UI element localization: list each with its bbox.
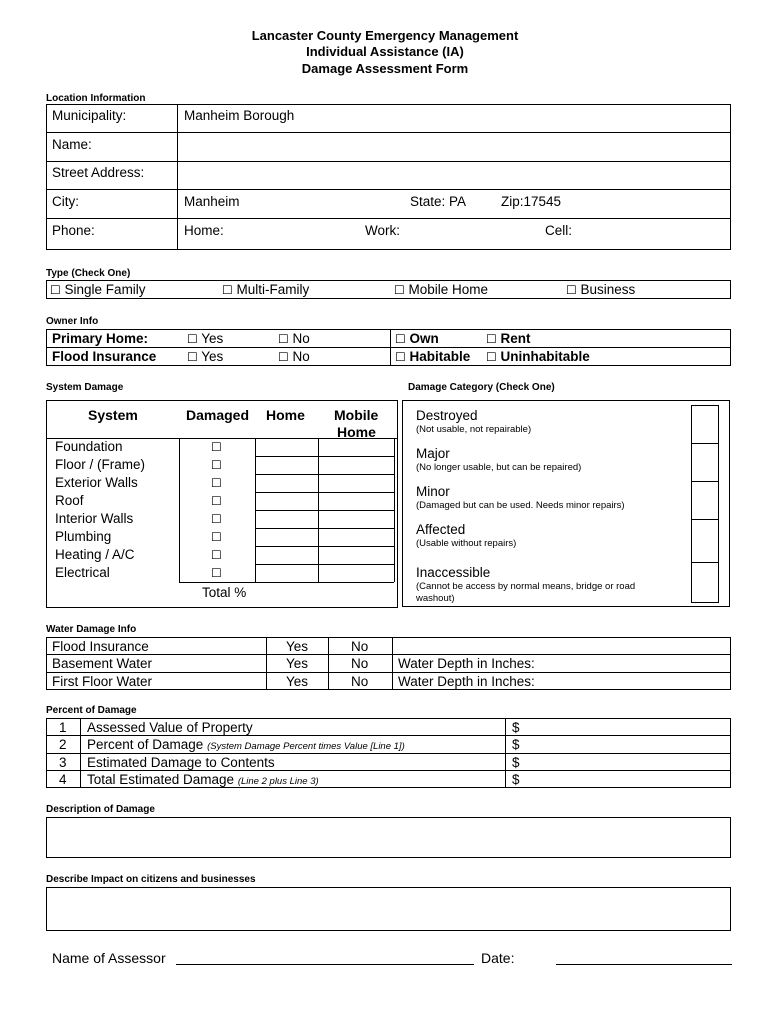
home-percent-field[interactable] [256,510,317,527]
percent-row-label: Assessed Value of Property [87,720,253,735]
percent-row-label: Percent of Damage (System Damage Percent times Value [Line 1]) [87,737,405,752]
home-percent-field[interactable] [256,474,317,491]
type-option-multi-family[interactable]: ☐ Multi-Family [222,282,310,297]
checkbox-icon: ☐ [187,332,198,346]
col-system-header: System [88,407,138,423]
flood-insurance-yes[interactable]: ☐ Yes [187,349,224,364]
location-section-label: Location Information [46,93,146,104]
primary-home-label: Primary Home: [52,331,149,346]
checkbox-icon: ☐ [486,350,497,364]
city-label: City: [52,194,79,209]
water-damage-section-label: Water Damage Info [46,624,137,635]
mobile-home-percent-field[interactable] [319,438,393,455]
city-field[interactable]: Manheim [184,194,240,209]
flood-insurance-no[interactable]: ☐ No [278,349,310,364]
percent-row-dollar-field[interactable]: $ [512,720,520,735]
damaged-checkbox-icon[interactable]: ☐ [211,440,222,454]
water-yes-option[interactable]: Yes [286,656,309,671]
damage-category-section-label: Damage Category (Check One) [408,382,555,393]
mobile-home-percent-field[interactable] [319,510,393,527]
home-percent-field[interactable] [256,546,317,563]
mobile-home-percent-field[interactable] [319,564,393,581]
street-address-label: Street Address: [52,165,145,180]
name-label: Name: [52,137,92,152]
mobile-home-percent-field[interactable] [319,474,393,491]
damage-category-checkbox[interactable] [692,482,718,518]
system-row-label: Roof [55,493,84,508]
flood-insurance-label: Flood Insurance [52,349,157,364]
rent-option[interactable]: ☐ Rent [486,331,531,346]
damage-category-checkbox[interactable] [692,444,718,480]
damage-category-desc: (No longer usable, but can be repaired) [416,462,582,473]
damage-category-name: Major [416,446,450,461]
home-percent-field[interactable] [256,528,317,545]
checkbox-icon: ☐ [278,332,289,346]
damaged-checkbox-icon[interactable]: ☐ [211,512,222,526]
percent-row-dollar-field[interactable]: $ [512,737,520,752]
impact-section-label: Describe Impact on citizens and businesses [46,874,256,885]
system-row-label: Heating / A/C [55,547,135,562]
damage-category-name: Affected [416,522,466,537]
percent-row-dollar-field[interactable]: $ [512,755,520,770]
description-section-label: Description of Damage [46,804,155,815]
damage-category-desc: (Not usable, not repairable) [416,424,532,435]
primary-home-no[interactable]: ☐ No [278,331,310,346]
type-section-label: Type (Check One) [46,268,131,279]
street-address-field[interactable] [178,162,730,189]
water-row-label: Flood Insurance [52,639,149,654]
water-yes-option[interactable]: Yes [286,639,309,654]
col-mobile-header-line2: Home [337,424,376,440]
water-depth-label: Water Depth in Inches: [398,656,535,671]
checkbox-icon: ☐ [566,283,577,297]
percent-damage-section-label: Percent of Damage [46,705,137,716]
damage-category-checkbox[interactable] [692,563,718,602]
checkbox-icon: ☐ [187,350,198,364]
checkbox-icon: ☐ [486,332,497,346]
home-percent-field[interactable] [256,438,317,455]
home-percent-field[interactable] [256,456,317,473]
type-option-business[interactable]: ☐ Business [566,282,636,297]
phone-label: Phone: [52,223,95,238]
water-row-label: First Floor Water [52,674,153,689]
damaged-checkbox-icon[interactable]: ☐ [211,566,222,580]
assessor-label: Name of Assessor [52,950,166,966]
checkbox-icon: ☐ [278,350,289,364]
home-phone-label: Home: [184,223,224,238]
water-no-option[interactable]: No [351,656,369,671]
uninhabitable-option[interactable]: ☐ Uninhabitable [486,349,590,364]
water-row-label: Basement Water [52,656,153,671]
damage-category-name: Inaccessible [416,565,491,580]
col-home-header: Home [266,407,305,423]
water-no-option[interactable]: No [351,639,369,654]
water-depth-label: Water Depth in Inches: [398,674,535,689]
damaged-checkbox-icon[interactable]: ☐ [211,494,222,508]
own-option[interactable]: ☐ Own [395,331,439,346]
home-percent-field[interactable] [256,492,317,509]
system-damage-section-label: System Damage [46,382,124,393]
damage-category-desc: (Usable without repairs) [416,538,517,549]
system-row-label: Exterior Walls [55,475,138,490]
damage-category-checkbox[interactable] [692,520,718,561]
damage-category-name: Minor [416,484,450,499]
name-field[interactable] [178,133,730,160]
damage-category-desc: (Damaged but can be used. Needs minor repairs) [416,500,625,511]
percent-row-number: 4 [59,772,67,787]
cell-phone-label: Cell: [545,223,573,238]
system-row-label: Interior Walls [55,511,134,526]
mobile-home-percent-field[interactable] [319,492,393,509]
checkbox-icon: ☐ [395,350,406,364]
water-no-option[interactable]: No [351,674,369,689]
system-row-label: Floor / (Frame) [55,457,146,472]
percent-row-dollar-field[interactable]: $ [512,772,520,787]
state-field[interactable]: State: PA [410,194,467,209]
form-title-line2: Individual Assistance (IA) [306,44,464,59]
type-option-mobile-home[interactable]: ☐ Mobile Home [394,282,489,297]
type-option-single-family[interactable]: ☐ Single Family [50,282,146,297]
checkbox-icon: ☐ [222,283,233,297]
mobile-home-percent-field[interactable] [319,546,393,563]
form-title-line1: Lancaster County Emergency Management [251,28,519,43]
home-percent-field[interactable] [256,564,317,581]
system-row-label: Foundation [55,439,123,454]
mobile-home-percent-field[interactable] [319,456,393,473]
total-percent-label: Total % [202,585,247,600]
percent-row-label: Total Estimated Damage (Line 2 plus Line 3) [87,772,319,787]
damaged-checkbox-icon[interactable]: ☐ [211,458,222,472]
municipality-field[interactable]: Manheim Borough [184,108,295,123]
percent-row-number: 1 [59,720,67,735]
col-mobile-header: Mobile [334,407,379,423]
owner-section-label: Owner Info [46,316,99,327]
habitable-option[interactable]: ☐ Habitable [395,349,471,364]
percent-row-number: 2 [59,737,67,752]
damaged-checkbox-icon[interactable]: ☐ [211,476,222,490]
damage-category-name: Destroyed [416,408,478,423]
form-title-line3: Damage Assessment Form [301,61,469,76]
checkbox-icon: ☐ [394,283,405,297]
damaged-checkbox-icon[interactable]: ☐ [211,548,222,562]
system-row-label: Plumbing [55,529,112,544]
water-yes-option[interactable]: Yes [286,674,309,689]
primary-home-yes[interactable]: ☐ Yes [187,331,224,346]
percent-row-number: 3 [59,755,67,770]
work-phone-label: Work: [365,223,401,238]
damage-category-checkbox[interactable] [692,406,718,442]
mobile-home-percent-field[interactable] [319,528,393,545]
percent-row-label: Estimated Damage to Contents [87,755,275,770]
checkbox-icon: ☐ [395,332,406,346]
municipality-label: Municipality: [52,108,127,123]
date-label: Date: [481,950,515,966]
impact-field[interactable] [46,887,731,931]
damage-category-desc: (Cannot be access by normal means, bridge or road washout) [416,581,636,604]
col-damaged-header: Damaged [186,407,250,423]
description-field[interactable] [46,817,731,858]
system-row-label: Electrical [55,565,110,580]
damaged-checkbox-icon[interactable]: ☐ [211,530,222,544]
checkbox-icon: ☐ [50,283,61,297]
zip-field[interactable]: Zip:17545 [501,194,562,209]
assessor-field[interactable] [176,964,474,965]
date-field[interactable] [556,964,732,965]
